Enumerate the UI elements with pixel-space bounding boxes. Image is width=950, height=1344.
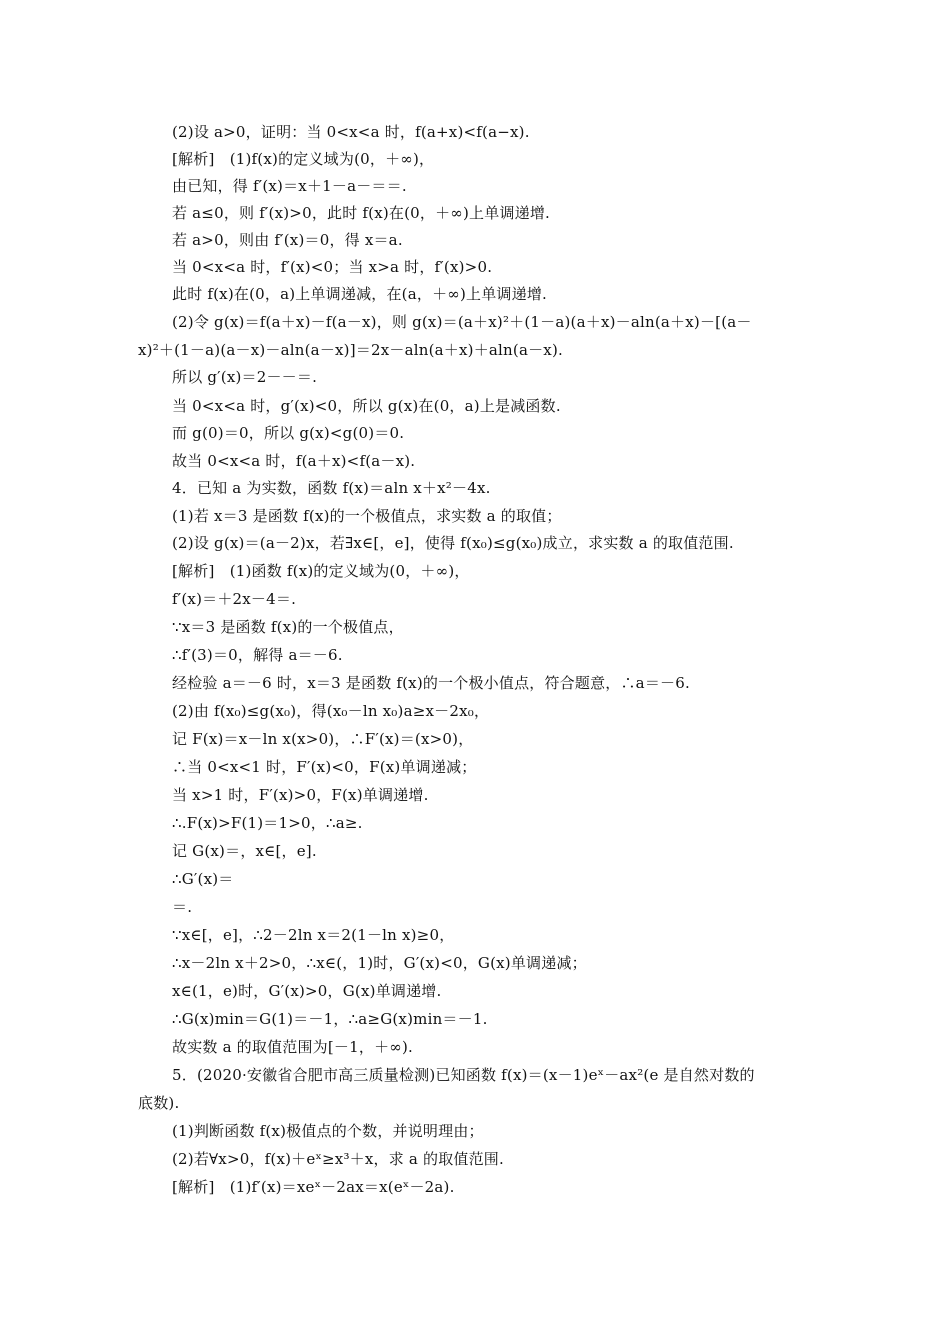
text-line: (2)令 g(x)＝f(a＋x)－f(a－x)，则 g(x)＝(a＋x)²＋(1－a)(a＋x)－aln(a＋x)－[(a－ xyxy=(172,313,752,331)
text-line: [解析] (1)f(x)的定义域为(0，＋∞)， xyxy=(172,150,435,168)
text-line: 记 G(x)＝，x∈[，e]. xyxy=(172,842,317,860)
text-line: ∴.F(x)>F(1)＝1>0，∴a≥. xyxy=(172,814,363,832)
text-line: [解析] (1)函数 f(x)的定义域为(0，＋∞)， xyxy=(172,562,470,580)
text-line: 5．(2020·安徽省合肥市高三质量检测)已知函数 f(x)＝(x－1)eˣ－ax²(e 是自然对数的 xyxy=(172,1066,755,1084)
text-line: 而 g(0)＝0，所以 g(x)<g(0)＝0. xyxy=(172,424,405,442)
text-line: f′(x)＝＋2x－4＝. xyxy=(172,590,297,608)
text-line: ∴x－2ln x＋2>0，∴x∈(，1)时，G′(x)<0，G(x)单调递减； xyxy=(172,954,587,972)
text-line: 经检验 a＝－6 时，x＝3 是函数 f(x)的一个极小值点，符合题意，∴a＝－6. xyxy=(172,674,690,692)
text-line: ＝. xyxy=(172,898,193,916)
text-line: 当 0<x<a 时，f′(x)<0；当 x>a 时，f′(x)>0. xyxy=(172,258,493,276)
text-line: 当 0<x<a 时，g′(x)<0，所以 g(x)在(0，a)上是减函数. xyxy=(172,397,561,415)
text-line: (2)设 g(x)＝(a－2)x，若∃x∈[，e]，使得 f(x₀)≤g(x₀)成立，求实数 a 的取值范围. xyxy=(172,534,734,552)
text-line: 故当 0<x<a 时，f(a＋x)<f(a－x). xyxy=(172,452,416,470)
text-line: 记 F(x)＝x－ln x(x>0)，∴F′(x)＝(x>0)， xyxy=(172,730,474,748)
text-line: ∴G′(x)＝ xyxy=(172,870,234,888)
text-line: ∵x＝3 是函数 f(x)的一个极值点， xyxy=(172,618,404,636)
text-line: 故实数 a 的取值范围为[－1，＋∞). xyxy=(172,1038,413,1056)
text-line: 底数). xyxy=(138,1094,180,1112)
text-line: ∴f′(3)＝0，解得 a＝－6. xyxy=(172,646,343,664)
text-line: (2)若∀x>0，f(x)＋eˣ≥x³＋x，求 a 的取值范围. xyxy=(172,1150,504,1168)
text-line: (1)判断函数 f(x)极值点的个数，并说明理由； xyxy=(172,1122,484,1140)
text-line: (2)设 a>0，证明：当 0<x<a 时，f(a+x)<f(a−x). xyxy=(172,123,530,141)
text-line: 所以 g′(x)＝2－－＝. xyxy=(172,368,318,386)
text-line: 4．已知 a 为实数，函数 f(x)＝aln x＋x²－4x. xyxy=(172,479,491,497)
text-line: [解析] (1)f′(x)＝xeˣ－2ax＝x(eˣ－2a). xyxy=(172,1178,455,1196)
text-line: ∴G(x)min＝G(1)＝－1，∴a≥G(x)min＝－1. xyxy=(172,1010,488,1028)
text-line: 若 a≤0，则 f′(x)>0，此时 f(x)在(0，＋∞)上单调递增. xyxy=(172,204,551,222)
text-line: (2)由 f(x₀)≤g(x₀)，得(x₀－ln x₀)a≥x－2x₀， xyxy=(172,702,490,720)
text-line: ∵x∈[，e]，∴2－2ln x＝2(1－ln x)≥0， xyxy=(172,926,455,944)
text-line: 此时 f(x)在(0，a)上单调递减，在(a，＋∞)上单调递增. xyxy=(172,285,547,303)
text-line: 由已知，得 f′(x)＝x＋1－a－＝＝. xyxy=(172,177,407,195)
text-line: x∈(1，e)时，G′(x)>0，G(x)单调递增. xyxy=(172,982,442,1000)
text-line: 当 x>1 时，F′(x)>0，F(x)单调递增. xyxy=(172,786,429,804)
text-line: (1)若 x＝3 是函数 f(x)的一个极值点，求实数 a 的取值； xyxy=(172,507,562,525)
text-line: 若 a>0，则由 f′(x)＝0，得 x＝a. xyxy=(172,231,403,249)
text-line: x)²＋(1－a)(a－x)－aln(a－x)]＝2x－aln(a＋x)＋aln(a－x). xyxy=(138,341,563,359)
text-line: ∴当 0<x<1 时，F′(x)<0，F(x)单调递减； xyxy=(172,758,477,776)
